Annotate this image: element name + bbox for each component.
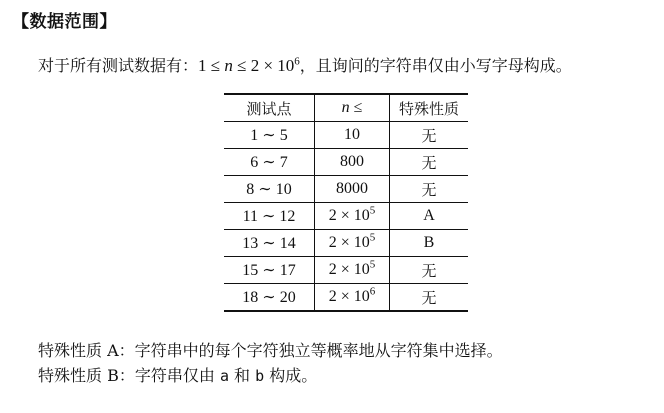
cell-special-property: 无 (390, 176, 469, 203)
header-special-property: 特殊性质 (390, 94, 469, 122)
cell-n-exp: 6 (369, 285, 376, 298)
cell-test-points: 11 ∼ 12 (224, 203, 315, 230)
constraint-formula (198, 56, 300, 75)
cell-special-property: A (390, 203, 469, 230)
cell-test-points: 1 ∼ 5 (224, 122, 315, 149)
constraint-prefix: 对于所有测试数据有： (38, 56, 199, 75)
section-title: 【数据范围】 (12, 12, 117, 32)
note-property-a: 特殊性质 A：字符串中的每个字符独立等概率地从字符集中选择。 (38, 341, 503, 360)
cell-n-limit (315, 230, 390, 257)
cell-n-base: 2 × 10 (328, 288, 370, 305)
cell-n-limit (315, 284, 390, 312)
table-row (224, 122, 468, 149)
cell-n-limit (315, 203, 390, 230)
cell-n-base: 8000 (336, 180, 368, 197)
formula-exp: 6 (294, 55, 300, 68)
cell-n-limit (315, 149, 390, 176)
cell-n-base: 2 × 10 (328, 207, 370, 224)
cell-special-property: 无 (390, 257, 469, 284)
table-row (224, 176, 468, 203)
header-test-points: 测试点 (224, 94, 315, 122)
header-n-var: n (341, 99, 350, 116)
table-row (224, 203, 468, 230)
table-row (224, 230, 468, 257)
cell-n-base: 800 (340, 153, 364, 170)
cell-n-exp: 5 (369, 231, 376, 244)
note-property-b (38, 364, 317, 388)
formula-mid: ≤ 2 × 10 (232, 56, 295, 75)
cell-n-exp: 5 (369, 258, 376, 271)
cell-test-points: 13 ∼ 14 (224, 230, 315, 257)
cell-special-property: 无 (390, 284, 469, 312)
cell-special-property: 无 (390, 122, 469, 149)
cell-special-property: B (390, 230, 469, 257)
table-row (224, 257, 468, 284)
cell-test-points: 18 ∼ 20 (224, 284, 315, 312)
cell-n-limit (315, 257, 390, 284)
constraint-suffix: ，且询问的字符串仅由小写字母构成。 (299, 56, 572, 75)
note-b-char-b: b (255, 367, 265, 385)
cell-test-points: 15 ∼ 17 (224, 257, 315, 284)
note-b-prefix: 特殊性质 B：字符串仅由 (38, 366, 220, 385)
table-header-row (224, 94, 468, 122)
cell-n-exp: 5 (369, 204, 376, 217)
formula-lhs: 1 ≤ (198, 56, 225, 75)
cell-n-base: 2 × 10 (328, 234, 370, 251)
formula-var: n (224, 56, 233, 75)
cell-test-points: 8 ∼ 10 (224, 176, 315, 203)
cell-special-property: 无 (390, 149, 469, 176)
note-b-mid: 和 (228, 366, 256, 385)
header-n-limit (315, 94, 390, 122)
header-n-op: ≤ (349, 99, 363, 116)
cell-n-base: 2 × 10 (328, 261, 370, 278)
cell-n-limit (315, 176, 390, 203)
cell-n-base: 10 (344, 126, 360, 143)
cell-test-points: 6 ∼ 7 (224, 149, 315, 176)
cell-n-limit (315, 122, 390, 149)
note-b-char-a: a (219, 367, 229, 385)
table-row (224, 149, 468, 176)
note-b-suffix: 构成。 (264, 366, 318, 385)
table-row (224, 284, 468, 312)
data-range-table (224, 93, 468, 312)
constraint-statement (38, 54, 572, 78)
